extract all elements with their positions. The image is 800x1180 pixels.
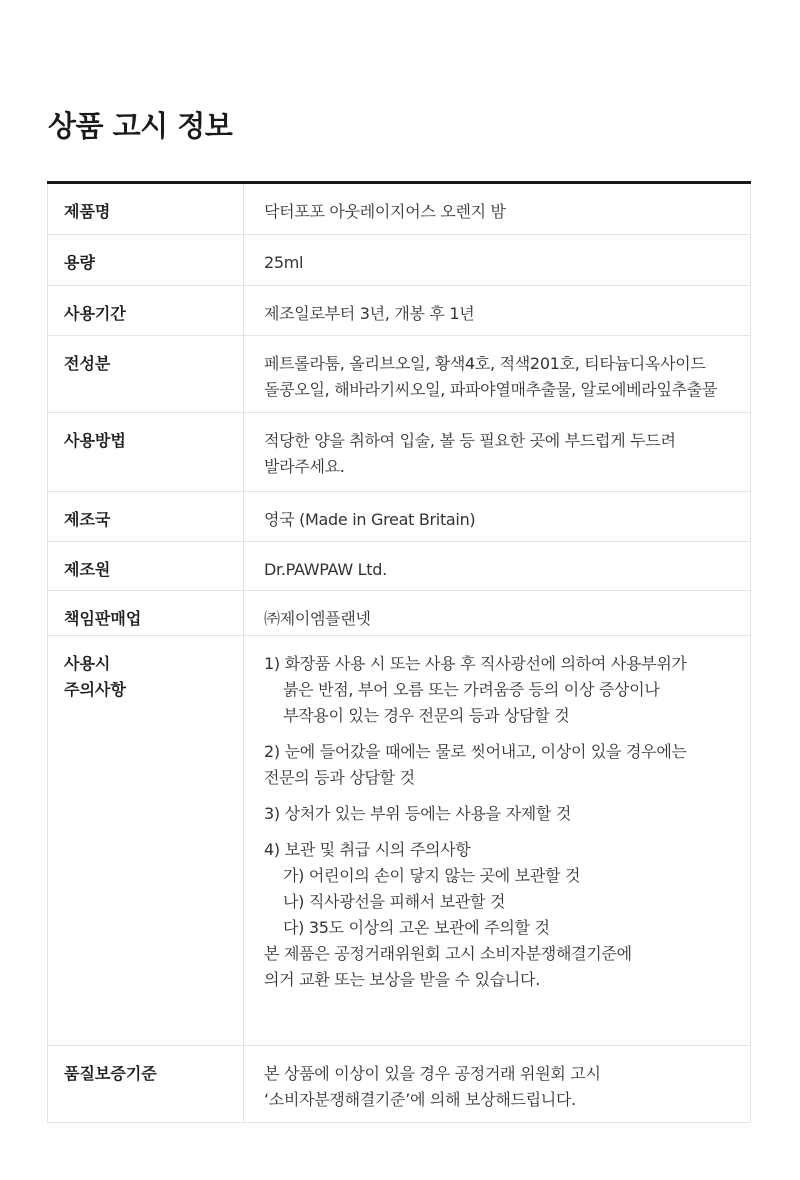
row-label: 사용기간 (48, 286, 244, 336)
row-label: 용량 (48, 235, 244, 286)
row-label: 제조원 (48, 542, 244, 591)
value-line: 본 상품에 이상이 있을 경우 공정거래 위원회 고시 (264, 1064, 601, 1083)
row-value (244, 336, 751, 413)
row-value (244, 286, 751, 336)
caution-line: 4) 보관 및 취급 시의 주의사항 (264, 840, 471, 859)
product-info-table (47, 181, 751, 1123)
table-row-manufacturer (48, 542, 751, 591)
paragraph-gap (264, 827, 740, 837)
table-row-ingredients (48, 336, 751, 413)
row-label: 제품명 (48, 183, 244, 235)
table-row-country (48, 492, 751, 542)
row-label: 품질보증기준 (48, 1046, 244, 1123)
caution-line: 의거 교환 또는 보상을 받을 수 있습니다. (264, 970, 540, 989)
row-label: 책임판매업 (48, 591, 244, 636)
caution-line: 가) 어린이의 손이 닿지 않는 곳에 보관할 것 (283, 866, 581, 885)
row-value (244, 591, 751, 636)
row-value (244, 235, 751, 286)
table-row-directions (48, 413, 751, 492)
value-line: 돌콩오일, 해바라기씨오일, 파파야열매추출물, 알로에베라잎추출물 (264, 380, 718, 399)
value-line: 발라주세요. (264, 457, 345, 476)
row-value (244, 1046, 751, 1123)
row-value (244, 636, 751, 1046)
value-line: 페트롤라툼, 올리브오일, 황색4호, 적색201호, 티타늄디옥사이드 (264, 354, 706, 373)
table-row-quality-guarantee (48, 1046, 751, 1123)
value-line: 25ml (264, 253, 304, 272)
table-row-volume (48, 235, 751, 286)
row-value (244, 542, 751, 591)
row-label: 전성분 (48, 336, 244, 413)
value-line: ‘소비자분쟁해결기준’에 의해 보상해드립니다. (264, 1090, 576, 1109)
value-line: Dr.PAWPAW Ltd. (264, 560, 387, 579)
paragraph-gap (264, 729, 740, 739)
caution-line: 1) 화장품 사용 시 또는 사용 후 직사광선에 의하여 사용부위가 (264, 654, 687, 673)
row-value (244, 413, 751, 492)
row-value (244, 492, 751, 542)
row-label: 제조국 (48, 492, 244, 542)
row-label: 사용방법 (48, 413, 244, 492)
caution-line: 부작용이 있는 경우 전문의 등과 상담할 것 (283, 706, 570, 725)
caution-line: 3) 상처가 있는 부위 등에는 사용을 자제할 것 (264, 804, 571, 823)
value-line: ㈜제이엠플랜넷 (264, 609, 371, 628)
value-line: 닥터포포 아웃레이지어스 오렌지 밤 (264, 202, 506, 221)
caution-line: 붉은 반점, 부어 오름 또는 가려움증 등의 이상 증상이나 (283, 680, 660, 699)
table-row-usage-period (48, 286, 751, 336)
paragraph-gap (264, 791, 740, 801)
table-row-product-name (48, 183, 751, 235)
value-line: 영국 (Made in Great Britain) (264, 510, 476, 529)
table-row-precautions (48, 636, 751, 1046)
caution-line: 전문의 등과 상담할 것 (264, 768, 415, 787)
value-line: 적당한 양을 취하여 입술, 볼 등 필요한 곳에 부드럽게 두드려 (264, 431, 676, 450)
caution-line: 본 제품은 공정거래위원회 고시 소비자분쟁해결기준에 (264, 944, 632, 963)
table-row-distributor (48, 591, 751, 636)
value-line: 제조일로부터 3년, 개봉 후 1년 (264, 304, 475, 323)
caution-line: 다) 35도 이상의 고온 보관에 주의할 것 (283, 918, 550, 937)
caution-line: 2) 눈에 들어갔을 때에는 물로 씻어내고, 이상이 있을 경우에는 (264, 742, 687, 761)
page-title: 상품 고시 정보 (48, 109, 233, 143)
caution-line: 나) 직사광선을 피해서 보관할 것 (283, 892, 506, 911)
row-label: 사용시 주의사항 (48, 636, 244, 1046)
row-value (244, 183, 751, 235)
